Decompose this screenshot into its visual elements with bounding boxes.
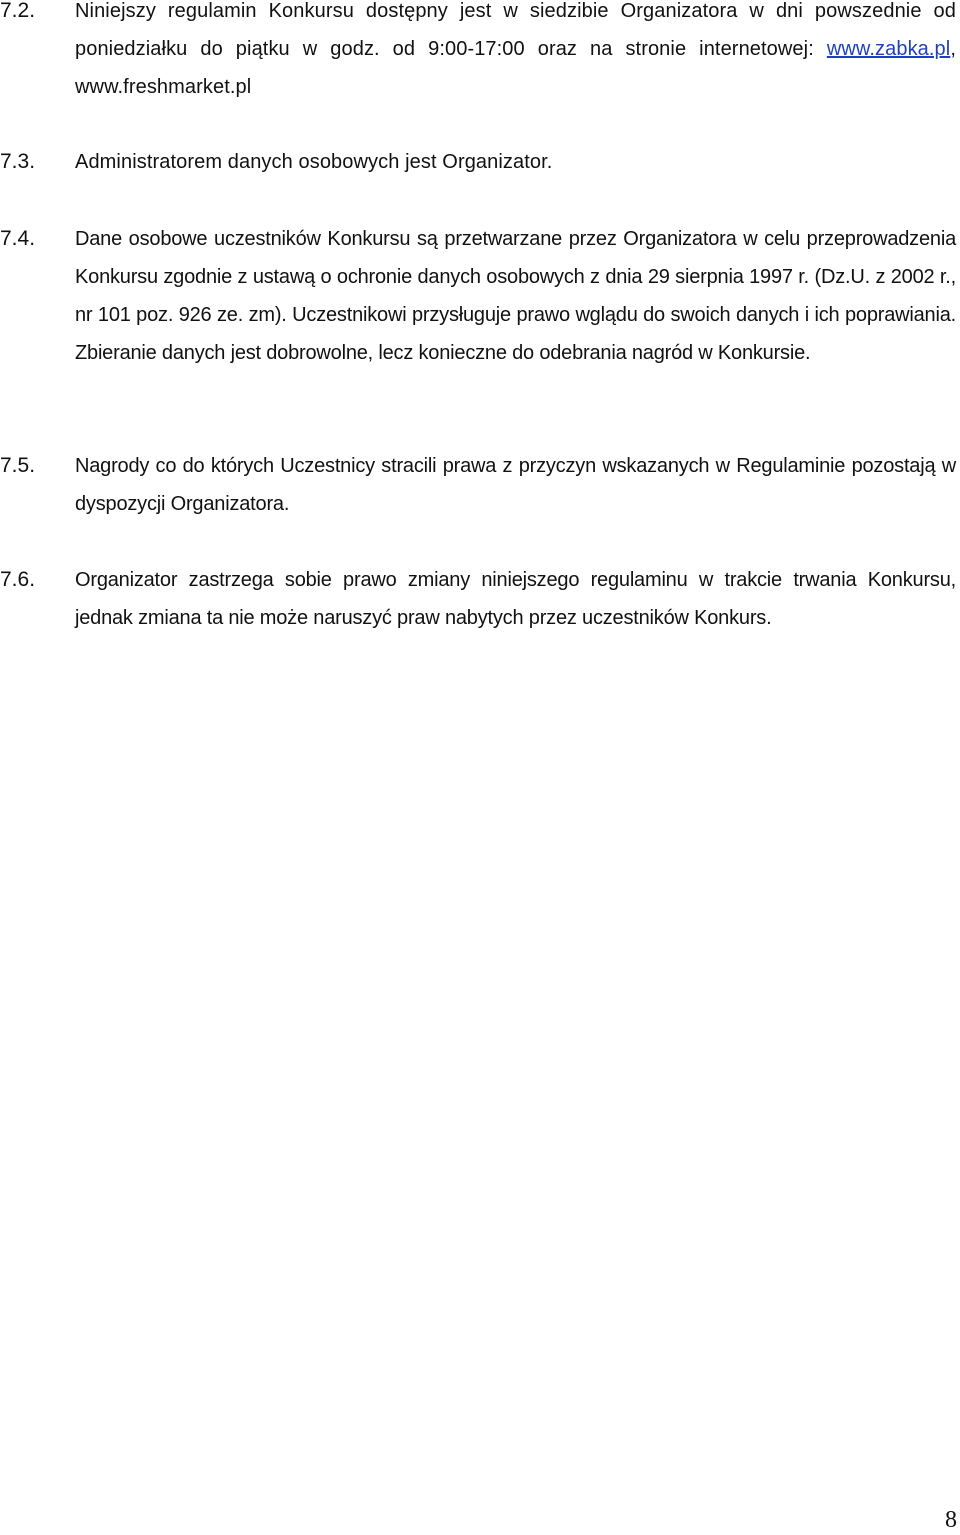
section-text: Organizator zastrzega sobie prawo zmiany niniejszego regulaminu w trakcie trwania Konkursu, jednak zmiana ta nie może naruszyć praw nabytych przez uczestników Konkurs. [75, 569, 956, 629]
section-text: Dane osobowe uczestników Konkursu są przetwarzane przez Organizatora w celu przeprowadzenia Konkursu zgodnie z ustawą o ochronie danych osobowych z dnia 29 sierpnia 1997 r. (Dz.U. z 2002 r., nr 101 poz. 926 ze. zm). Uczestnikowi przysługuje prawo wglądu do swoich danych i ich poprawiania. Zbieranie danych jest dobrowolne, lecz konieczne do odebrania nagród w Konkursie. [75, 228, 956, 364]
section-text: Administratorem danych osobowych jest Organizator. [75, 151, 553, 173]
section-number: 7.5. [0, 454, 36, 477]
section-number: 7.6. [0, 568, 36, 591]
section-number: 7.2. [0, 0, 36, 22]
section-number: 7.3. [0, 150, 36, 173]
section-text [75, 0, 956, 106]
section-text: Nagrody co do których Uczestnicy stracili prawa z przyczyn wskazanych w Regulaminie pozostają w dyspozycji Organizatora. [75, 455, 956, 515]
link-freshmarket[interactable]: www.freshmarket.pl [75, 76, 252, 98]
section-number: 7.4. [0, 227, 36, 250]
section-text-part: Niniejszy regulamin Konkursu dostępny jest w siedzibie Organizatora w dni powszednie od poniedziałku do piątku w godz. od 9:00-17:00 oraz na stronie internetowej: [75, 0, 956, 60]
page-number: 8 [945, 1507, 957, 1533]
link-separator: , [950, 38, 956, 60]
link-zabka[interactable]: www.zabka.pl [826, 38, 951, 60]
